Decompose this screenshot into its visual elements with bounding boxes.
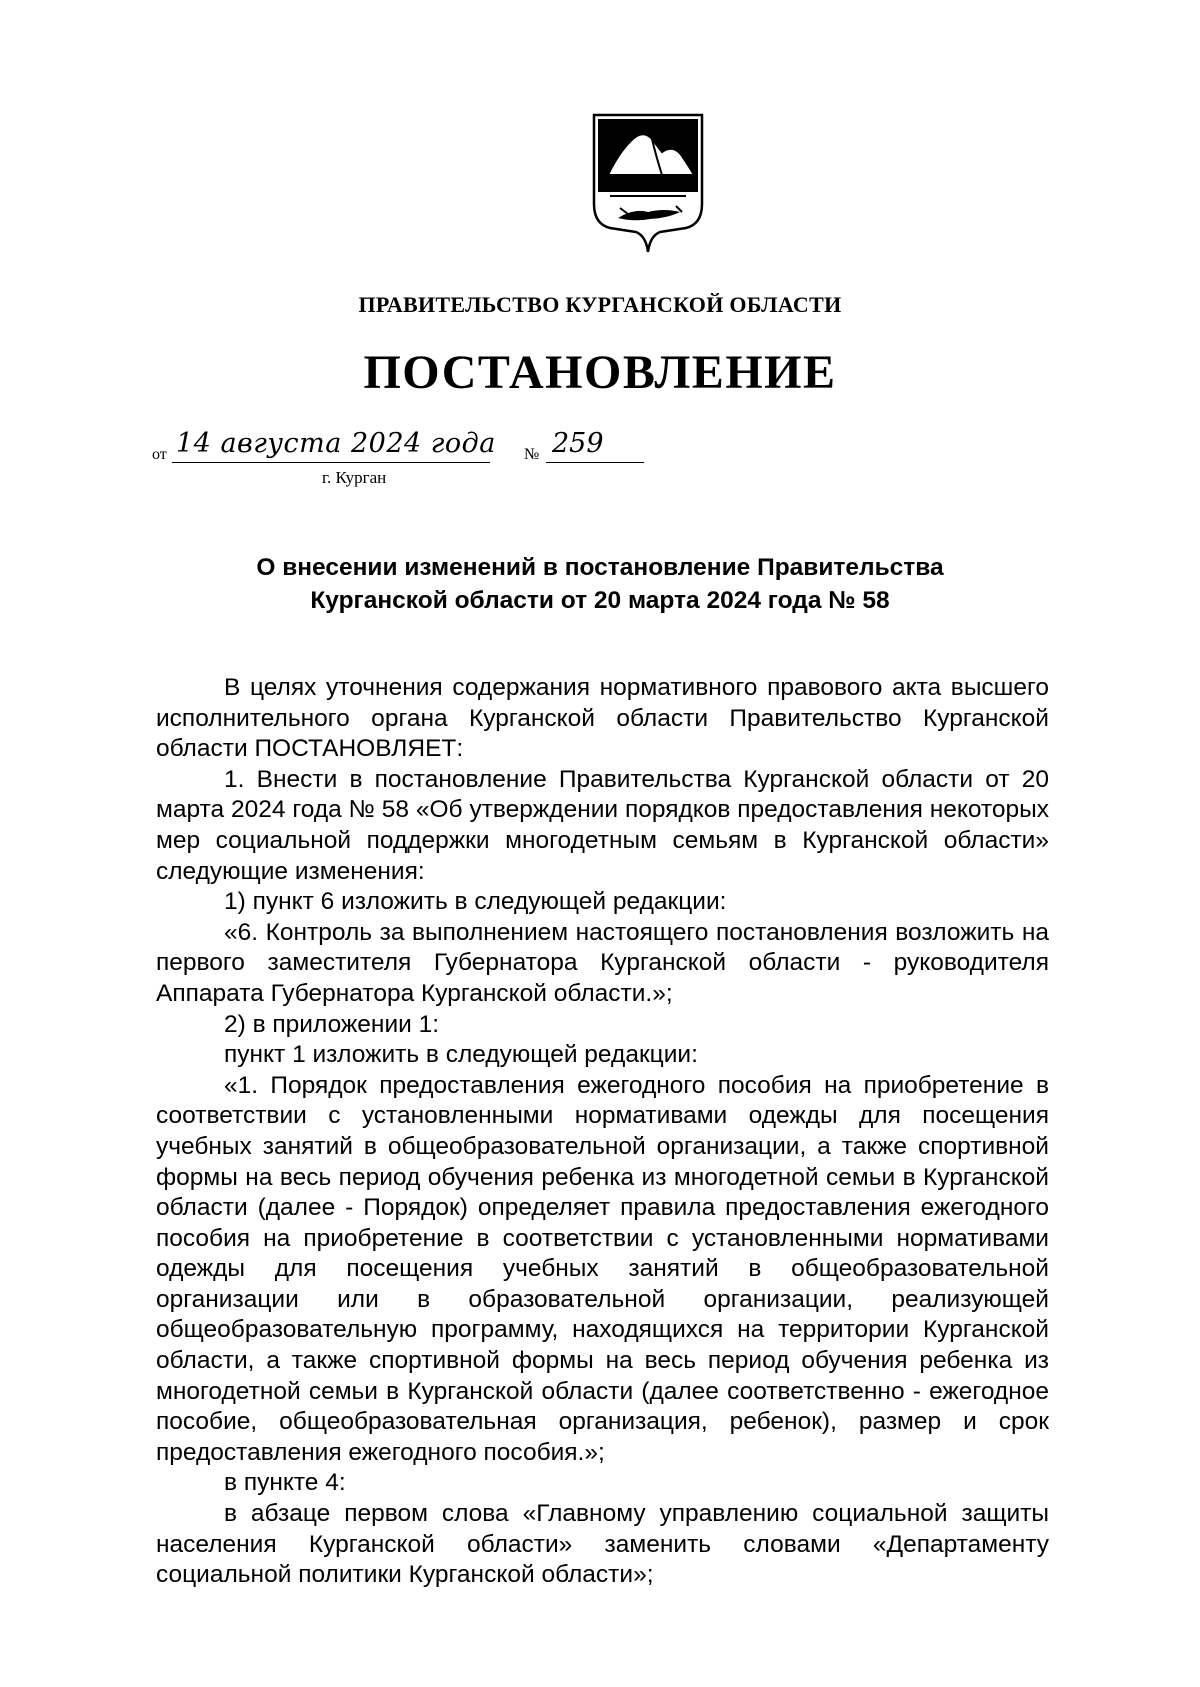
handwritten-date: 14 августа 2024 года [176, 428, 496, 459]
heading-line-2: Курганской области от 20 марта 2024 года № 58 [310, 587, 890, 614]
paragraph-point-1-text: «1. Порядок предоставления ежегодного пособия на приобретение в соответствии с установленными нормативами одежды для посещения учебных занятий в общеобразовательной организации, а также спортивной формы на весь период обучения ребенка из многодетной семьи в Курганской области (далее - Порядок) определяет правила предоставления ежегодного пособия на приобретение в соответствии с установленными нормативами одежды для посещения учебных занятий в общеобразовательной организации или в образовательной организации, реализующей общеобразовательную программу, находящихся на территории Курганской области, а также спортивной формы на весь период обучения ребенка из многодетной семьи в Курганской области (далее соответственно - ежегодное пособие, общеобразовательная организация, ребенок), размер и срок предоставления ежегодного пособия.»; [156, 1071, 1049, 1466]
number-sign: № [524, 446, 540, 463]
paragraph-item-1: 1. Внести в постановление Правительства Курганской области от 20 марта 2024 года № 58 «Об утверждении порядков предоставления некоторых мер социальной поддержки многодетным семьям в Курганской области» следующие изменения: [156, 765, 1049, 885]
handwritten-number: 259 [552, 428, 604, 459]
paragraph-point-4-text: в абзаце первом слова «Главному управлению социальной защиты населения Курганской области» заменить словами «Департаменту социальной политики Курганской области»; [156, 1500, 1049, 1589]
document-type-title: ПОСТАНОВЛЕНИЕ [363, 346, 837, 399]
resolution-heading [0, 551, 1200, 617]
document-body [156, 673, 1049, 1591]
government-name: ПРАВИТЕЛЬСТВО КУРГАНСКОЙ ОБЛАСТИ [358, 292, 842, 317]
coat-of-arms-emblem [590, 112, 706, 260]
paragraph-point-6-text: «6. Контроль за выполнением настоящего постановления возложить на первого заместителя Губернатора Курганской области - руководителя Аппарата Губернатора Курганской области.»; [156, 918, 1049, 1007]
heading-line-1: О внесении изменений в постановление Правительства [256, 554, 944, 581]
paragraph-point-1-intro: пункт 1 изложить в следующей редакции: [224, 1041, 698, 1069]
paragraph-subitem-2: 2) в приложении 1: [224, 1010, 440, 1038]
paragraph-preamble: В целях уточнения содержания нормативного правового акта высшего исполнительного органа Курганской области Правительство Курганской области ПОСТАНОВЛЯЕТ: [156, 674, 1049, 763]
date-underline [172, 462, 490, 463]
paragraph-point-4-intro: в пункте 4: [224, 1469, 346, 1497]
city-label: г. Курган [322, 468, 387, 487]
number-underline [546, 462, 644, 463]
date-prefix: от [152, 446, 167, 463]
date-number-line [152, 428, 672, 498]
paragraph-subitem-1: 1) пункт 6 изложить в следующей редакции: [224, 888, 727, 916]
